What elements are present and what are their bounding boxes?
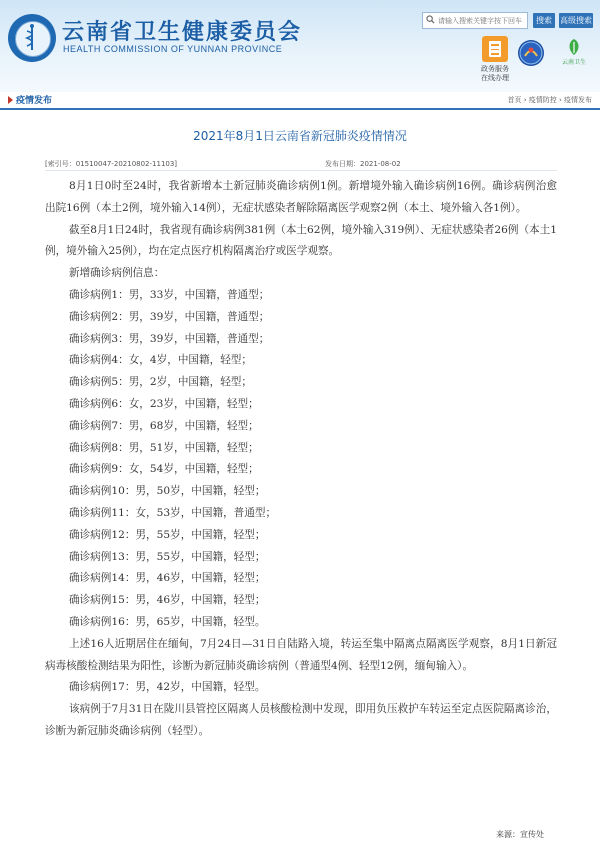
search-box <box>422 12 528 29</box>
case-item: 确诊病例10：男，50岁，中国籍，轻型； <box>69 485 266 498</box>
search-button[interactable]: 搜索 <box>533 13 555 28</box>
article-body <box>45 176 557 743</box>
case-item: 确诊病例11：女，53岁，中国籍，普通型； <box>69 506 277 519</box>
case-item: 确诊病例8：男，51岁，中国籍，轻型； <box>69 441 259 454</box>
article-title: 2021年8月1日云南省新冠肺炎疫情情况 <box>193 129 407 143</box>
breadcrumb: 首页 › 疫情防控 › 疫情发布 <box>507 96 592 104</box>
paragraph: 该病例于7月31日在陇川县管控区隔离人员核酸检测中发现，即用负压救护车转运至定点医院隔离诊治，诊断为新冠肺炎确诊病例（轻型）。 <box>45 703 557 737</box>
advanced-search-button[interactable]: 高级搜索 <box>559 13 593 28</box>
paragraph: 截至8月1日24时，我省现有确诊病例381例（本土62例，境外输入319例）、无症状感染者26例（本土1例，境外输入25例），均在定点医疗机构隔离治疗或医学观察。 <box>45 223 557 258</box>
case-item: 确诊病例2：男，39岁，中国籍，普通型； <box>69 310 270 323</box>
section-bar <box>0 92 600 110</box>
case-item: 确诊病例4：女，4岁，中国籍，轻型； <box>69 354 252 367</box>
case-item: 确诊病例3：男，39岁，中国籍，普通型； <box>69 332 270 345</box>
search-input[interactable] <box>438 13 526 28</box>
case-item: 确诊病例6：女，23岁，中国籍，轻型； <box>69 397 259 410</box>
publish-date: 发布日期：2021-08-02 <box>325 160 401 168</box>
arrow-icon <box>8 96 13 104</box>
case-item: 确诊病例13：男，55岁，中国籍，轻型； <box>69 550 266 563</box>
logo-label: 云南卫生 <box>561 59 586 66</box>
breadcrumb-epidemic-control[interactable]: 疫情防控 <box>528 96 557 104</box>
breadcrumb-epidemic-release[interactable]: 疫情发布 <box>564 96 592 104</box>
case-item: 确诊病例12：男，55岁，中国籍，轻型； <box>69 528 266 541</box>
case-item: 确诊病例15：男，46岁，中国籍，轻型； <box>69 594 266 607</box>
case-item: 确诊病例14：男，46岁，中国籍，轻型； <box>69 572 266 585</box>
site-subtitle: HEALTH COMMISSION OF YUNNAN PROVINCE <box>63 44 283 54</box>
paragraph: 新增确诊病例信息： <box>69 267 165 280</box>
article-meta <box>45 158 557 171</box>
paragraph: 上述16人近期居住在缅甸，7月24日—31日自陆路入境，转运至集中隔离点隔离医学观察，8月1日新冠病毒核酸检测结果为阳性，诊断为新冠肺炎确诊病例（普通型4例、轻型12例，缅甸输入）。 <box>45 637 557 672</box>
online-service-link[interactable] <box>476 36 514 83</box>
case-item: 确诊病例16：男，65岁，中国籍，轻型。 <box>69 615 266 628</box>
case-item: 确诊病例5：男，2岁，中国籍，轻型； <box>69 376 252 389</box>
document-icon <box>482 36 508 62</box>
section-title[interactable]: 疫情发布 <box>16 96 53 106</box>
service-label: 政务服务 在线办理 <box>481 65 509 82</box>
leaf-icon <box>566 38 582 56</box>
paragraph: 8月1日0时至24时，我省新增本土新冠肺炎确诊病例1例。新增境外输入确诊病例16例。确诊病例治愈出院16例（本土2例，境外输入14例），无症状感染者解除隔离医学观察2例（本土、境外输入各1例）。 <box>45 180 557 214</box>
yunnan-health-logo[interactable] <box>556 38 592 68</box>
health-logo-icon[interactable] <box>518 40 544 66</box>
case-item: 确诊病例17：男，42岁，中国籍，轻型。 <box>69 681 266 694</box>
site-title[interactable]: 云南省卫生健康委员会 <box>62 20 303 45</box>
index-number: [索引号：01510047-20210802-11103] <box>45 160 178 168</box>
commission-emblem-icon[interactable] <box>8 14 56 62</box>
case-item: 确诊病例1：男，33岁，中国籍，普通型； <box>69 288 270 301</box>
case-item: 确诊病例7：男，68岁，中国籍，轻型； <box>69 419 259 432</box>
breadcrumb-home[interactable]: 首页 <box>507 96 522 104</box>
article-source: 来源：宣传处 <box>496 830 544 839</box>
case-item: 确诊病例9：女，54岁，中国籍，轻型； <box>69 463 259 476</box>
site-header <box>0 0 600 92</box>
search-icon <box>426 15 435 24</box>
